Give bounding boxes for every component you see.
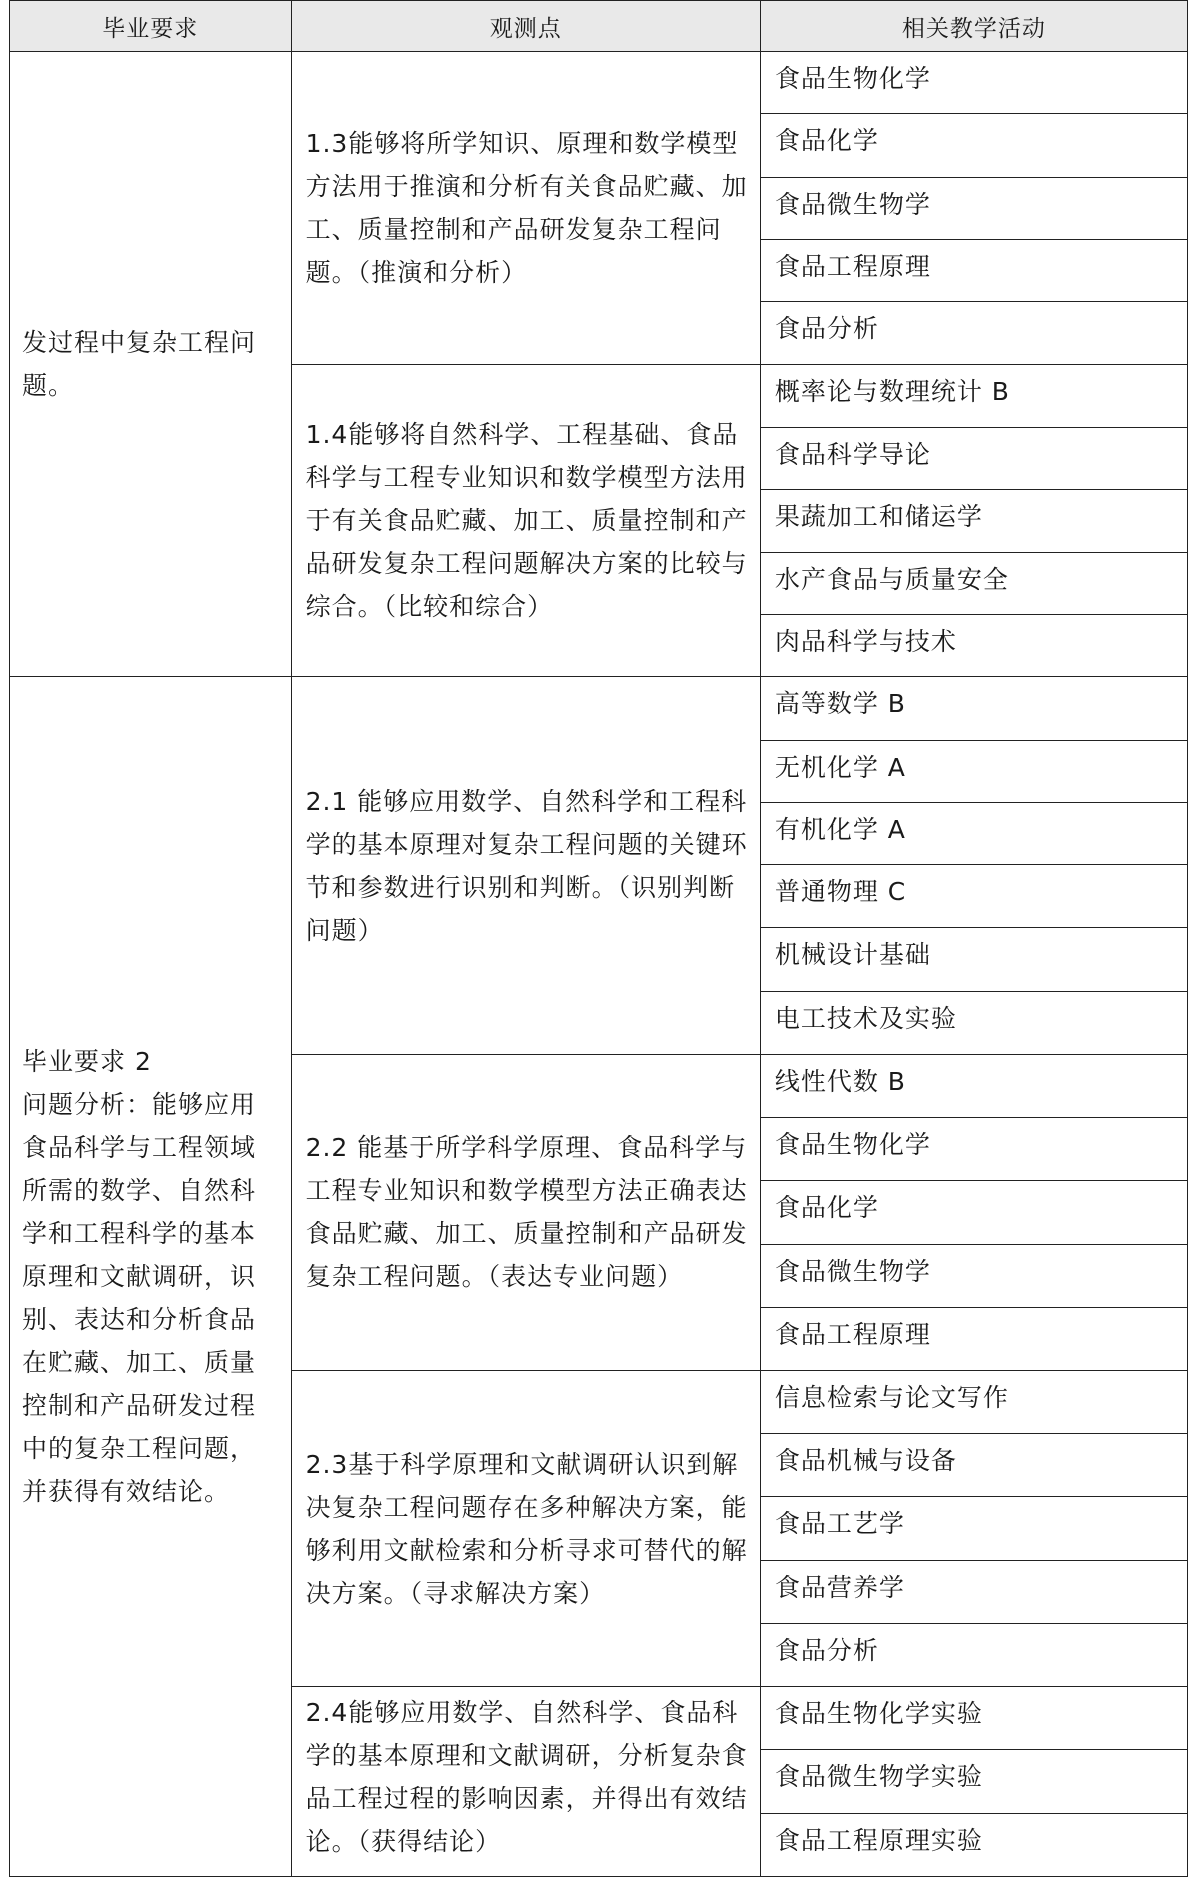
observation-point-cell: 2.4能够应用数学、自然科学、食品科学的基本原理和文献调研，分析复杂食品工程过程的影响因素，并得出有效结论。（获得结论） — [291, 1687, 760, 1877]
activity-cell: 有机化学 A — [760, 802, 1187, 864]
activity-cell: 食品微生物学 — [760, 1244, 1187, 1307]
activity-cell: 无机化学 A — [760, 740, 1187, 802]
activity-cell: 食品机械与设备 — [760, 1434, 1187, 1497]
table-row — [10, 677, 1188, 740]
activity-cell: 食品工艺学 — [760, 1497, 1187, 1560]
activity-cell: 食品化学 — [760, 1181, 1187, 1244]
activity-cell: 食品工程原理 — [760, 1307, 1187, 1370]
observation-point-cell: 2.1 能够应用数学、自然科学和工程科学的基本原理对复杂工程问题的关键环节和参数进行识别和判断。（识别判断问题） — [291, 677, 760, 1054]
observation-point-cell: 2.2 能基于所学科学原理、食品科学与工程专业知识和数学模型方法正确表达食品贮藏、加工、质量控制和产品研发复杂工程问题。（表达专业问题） — [291, 1054, 760, 1370]
activity-cell: 普通物理 C — [760, 865, 1187, 928]
table-row — [10, 52, 1188, 114]
activity-cell: 食品生物化学实验 — [760, 1687, 1187, 1750]
table-header-row — [10, 1, 1188, 52]
activity-cell: 信息检索与论文写作 — [760, 1370, 1187, 1433]
activity-cell: 肉品科学与技术 — [760, 615, 1187, 677]
activity-cell: 电工技术及实验 — [760, 991, 1187, 1054]
requirement-cell: 发过程中复杂工程问题。 — [10, 52, 292, 677]
activity-cell: 线性代数 B — [760, 1054, 1187, 1117]
requirement-cell: 毕业要求 2 问题分析：能够应用食品科学与工程领域所需的数学、自然科学和工程科学的基本原理和文献调研，识别、表达和分析食品在贮藏、加工、质量控制和产品研发过程中的复杂工程问题，并获得有效结论。 — [10, 677, 292, 1877]
activity-cell: 食品工程原理实验 — [760, 1813, 1187, 1876]
activity-cell: 食品生物化学 — [760, 52, 1187, 114]
activity-cell: 高等数学 B — [760, 677, 1187, 740]
activity-cell: 果蔬加工和储运学 — [760, 489, 1187, 552]
header-teaching-activities: 相关教学活动 — [760, 1, 1187, 52]
activity-cell: 食品微生物学 — [760, 177, 1187, 239]
activity-cell: 水产食品与质量安全 — [760, 552, 1187, 614]
activity-cell: 食品生物化学 — [760, 1118, 1187, 1181]
observation-point-cell: 1.3能够将所学知识、原理和数学模型方法用于推演和分析有关食品贮藏、加工、质量控制和产品研发复杂工程问题。（推演和分析） — [291, 52, 760, 365]
observation-point-cell: 1.4能够将自然科学、工程基础、食品科学与工程专业知识和数学模型方法用于有关食品贮藏、加工、质量控制和产品研发复杂工程问题解决方案的比较与综合。（比较和综合） — [291, 365, 760, 677]
activity-cell: 食品工程原理 — [760, 239, 1187, 301]
activity-cell: 食品营养学 — [760, 1560, 1187, 1623]
header-requirement: 毕业要求 — [10, 1, 292, 52]
activity-cell: 机械设计基础 — [760, 928, 1187, 991]
observation-point-cell: 2.3基于科学原理和文献调研认识到解决复杂工程问题存在多种解决方案，能够利用文献检索和分析寻求可替代的解决方案。（寻求解决方案） — [291, 1370, 760, 1686]
activity-cell: 食品科学导论 — [760, 427, 1187, 489]
header-observation-point: 观测点 — [291, 1, 760, 52]
activity-cell: 食品分析 — [760, 302, 1187, 365]
activity-cell: 食品微生物学实验 — [760, 1750, 1187, 1813]
activity-cell: 食品化学 — [760, 114, 1187, 177]
activity-cell: 食品分析 — [760, 1623, 1187, 1686]
outcomes-table — [9, 0, 1188, 1877]
activity-cell: 概率论与数理统计 B — [760, 365, 1187, 427]
